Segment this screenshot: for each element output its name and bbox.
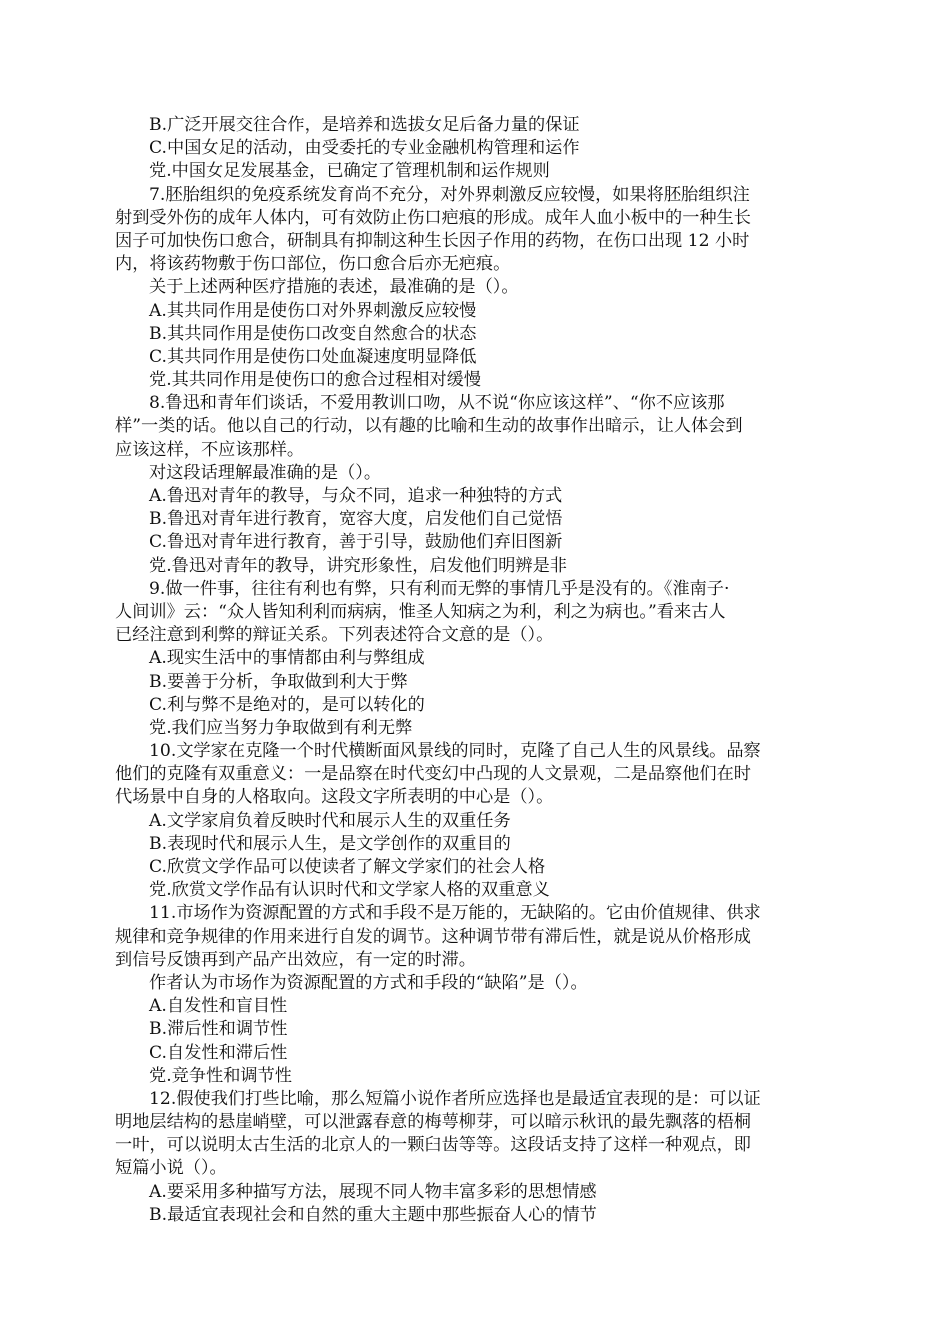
option-line: 党.鲁迅对青年的教导，讲究形象性，启发他们明辨是非	[149, 555, 567, 576]
question-8-prompt: 对这段话理解最准确的是（）。	[149, 462, 382, 483]
option-line: B.要善于分析，争取做到利大于弊	[149, 671, 408, 692]
option-line: C.中国女足的活动，由受委托的专业金融机构管理和运作	[149, 138, 580, 159]
option-line: B.其共同作用是使伤口改变自然愈合的状态	[149, 323, 477, 344]
option-line: B.鲁迅对青年进行教育，宽容大度，启发他们自己觉悟	[149, 509, 563, 530]
question-10-line: 10.文学家在克隆一个时代横断面风景线的同时，克隆了自己人生的风景线。品察	[149, 741, 761, 762]
question-7-prompt: 关于上述两种医疗措施的表述，最准确的是（）。	[149, 277, 519, 298]
option-line: 党.其共同作用是使伤口的愈合过程相对缓慢	[149, 370, 482, 391]
option-line: B.广泛开展交往合作，是培养和选拔女足后备力量的保证	[149, 115, 580, 135]
option-line: A.自发性和盲目性	[149, 996, 288, 1017]
question-10-line: 他们的克隆有双重意义：一是品察在时代变幻中凸现的人文景观，二是品察他们在时	[115, 764, 751, 785]
option-line: 党.欣赏文学作品有认识时代和文学家人格的双重意义	[149, 880, 550, 901]
question-11-line: 规律和竞争规律的作用来进行自发的调节。这种调节带有滞后性，就是说从价格形成	[115, 926, 751, 947]
question-7-line: 射到受外伤的成年人体内，可有效防止伤口疤痕的形成。成年人血小板中的一种生长	[115, 207, 751, 228]
option-line: C.利与弊不是绝对的，是可以转化的	[149, 694, 425, 715]
question-12-line: 短篇小说（）。	[115, 1158, 227, 1179]
question-9-line: 9.做一件事，往往有利也有弊，只有利而无弊的事情几乎是没有的。《淮南子·	[149, 578, 730, 599]
option-line: 党.我们应当努力争取做到有利无弊	[149, 717, 413, 738]
document-page	[115, 114, 836, 1227]
question-11-line: 到信号反馈再到产品产出效应，有一定的时滞。	[115, 949, 476, 970]
question-9-line: 已经注意到利弊的辩证关系。下列表述符合文意的是（）。	[115, 625, 554, 646]
option-line: 党.中国女足发展基金，已确定了管理机制和运作规则	[149, 161, 550, 182]
option-line: B.表现时代和展示人生，是文学创作的双重目的	[149, 833, 511, 854]
option-line: 党.竞争性和调节性	[149, 1065, 292, 1086]
question-9-line: 人间训》云：“众人皆知利利而病病，惟圣人知病之为利，利之为病也。”看来古人	[115, 601, 726, 622]
question-11-line: 11.市场作为资源配置的方式和手段不是万能的，无缺陷的。它由价值规律、供求	[149, 903, 761, 924]
question-12-line: 明地层结构的悬崖峭壁，可以泄露春意的梅萼柳芽，可以暗示秋讯的最先飘落的梧桐	[115, 1112, 751, 1133]
option-line: C.其共同作用是使伤口处血凝速度明显降低	[149, 346, 477, 367]
option-line: A.其共同作用是使伤口对外界刺激反应较慢	[149, 300, 477, 321]
option-line: A.要采用多种描写方法，展现不同人物丰富多彩的思想情感	[149, 1181, 597, 1202]
option-line: A.鲁迅对青年的教导，与众不同，追求一种独特的方式	[149, 486, 563, 506]
question-11-prompt: 作者认为市场作为资源配置的方式和手段的“缺陷”是（）。	[149, 972, 588, 993]
option-line: C.欣赏文学作品可以使读者了解文学家们的社会人格	[149, 857, 546, 877]
question-8-line: 8.鲁迅和青年们谈话，不爱用教训口吻，从不说“你应该这样”、“你不应该那	[149, 393, 725, 414]
option-line: B.最适宜表现社会和自然的重大主题中那些振奋人心的情节	[149, 1204, 597, 1225]
question-12-line: 一叶，可以说明太古生活的北京人的一颗臼齿等等。这段话支持了这样一种观点，即	[115, 1135, 751, 1156]
question-7-line: 内，将该药物敷于伤口部位，伤口愈合后亦无疤痕。	[115, 254, 511, 275]
option-line: A.现实生活中的事情都由利与弊组成	[149, 648, 425, 669]
question-8-line: 应该这样，不应该那样。	[115, 439, 305, 460]
option-line: C.鲁迅对青年进行教育，善于引导，鼓励他们弃旧图新	[149, 532, 563, 553]
question-7-line: 7.胚胎组织的免疫系统发育尚不充分，对外界刺激反应较慢，如果将胚胎组织注	[149, 184, 750, 205]
option-line: A.文学家肩负着反映时代和展示人生的双重任务	[149, 810, 511, 831]
question-10-line: 代场景中自身的人格取向。这段文字所表明的中心是（）。	[115, 787, 554, 808]
option-line: C.自发性和滞后性	[149, 1042, 288, 1063]
option-line: B.滞后性和调节性	[149, 1019, 288, 1040]
question-12-line: 12.假使我们打些比喻，那么短篇小说作者所应选择也是最适宜表现的是：可以证	[149, 1088, 761, 1109]
question-7-line: 因子可加快伤口愈合，研制具有抑制这种生长因子作用的药物，在伤口出现 12 小时	[115, 230, 750, 251]
question-8-line: 样”一类的话。他以自己的行动，以有趣的比喻和生动的故事作出暗示，让人体会到	[115, 416, 743, 437]
